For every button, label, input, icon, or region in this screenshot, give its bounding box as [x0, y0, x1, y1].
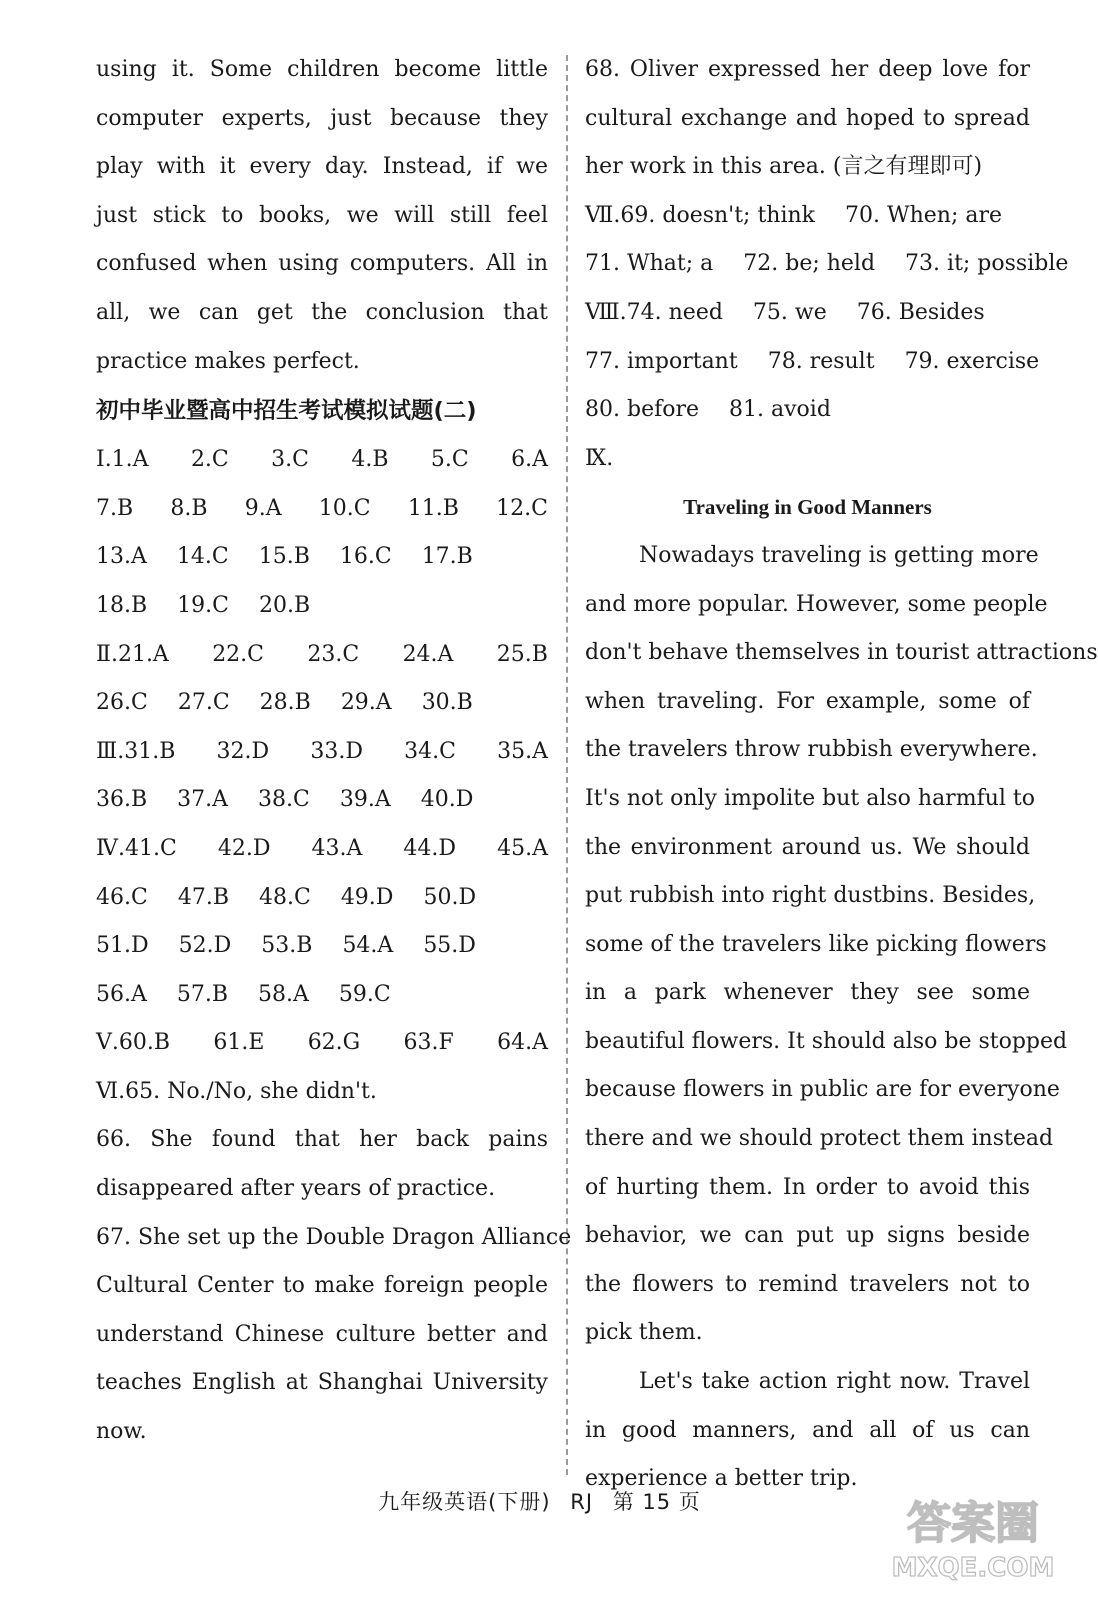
- answer-row: [96, 436, 548, 485]
- essay-title: Traveling in Good Manners: [683, 495, 932, 520]
- answer-item: 25.B: [496, 641, 548, 667]
- answer-item: 11.B: [407, 495, 459, 521]
- text-line: It's not only impolite but also harmful to: [585, 785, 1035, 811]
- answer-item: 28.B: [259, 690, 311, 716]
- answer-item: 56.A: [96, 981, 147, 1007]
- text-line: put rubbish into right dustbins. Besides,: [585, 883, 1036, 909]
- answer-item: 24.A: [402, 641, 454, 667]
- answer-item: 30.B: [421, 690, 473, 716]
- answer-item: 73. it; possible: [905, 251, 1069, 277]
- answer-item: 63.F: [403, 1030, 454, 1056]
- answer-item: 77. important: [585, 348, 738, 374]
- text-line: the environment around us. We should: [585, 834, 1030, 860]
- answer-item: 18.B: [96, 592, 148, 618]
- answer-item: 70. When; are: [845, 202, 1003, 228]
- answer-item: 10.C: [318, 495, 371, 521]
- answer-item: 12.C: [496, 495, 548, 521]
- text-line: some of the travelers like picking flowers: [585, 931, 1047, 957]
- text-line: in a park whenever they see some: [585, 980, 1030, 1006]
- answer-item: 35.A: [497, 738, 548, 764]
- text-line: 68. Oliver expressed her deep love for: [585, 57, 1030, 82]
- text-line: there and we should protect them instead: [585, 1126, 1054, 1152]
- answer-68: [585, 46, 1030, 192]
- answer-row: [96, 485, 548, 534]
- answer-item: 38.C: [258, 787, 310, 813]
- answer-item: 81. avoid: [729, 397, 831, 423]
- text-line: 66. She found that her back pains: [96, 1127, 548, 1153]
- answer-item: 50.D: [423, 884, 477, 910]
- answer-item: 75. we: [752, 299, 827, 325]
- answer-item: 47.B: [177, 884, 229, 910]
- answer-66: [96, 1116, 548, 1213]
- text-line: the flowers to remind travelers not to: [585, 1271, 1030, 1297]
- answer-key-choices: [96, 436, 548, 1068]
- answer-item: 23.C: [307, 641, 360, 667]
- answer-item: 55.D: [423, 933, 476, 959]
- text-line: using it. Some children become little: [96, 57, 548, 82]
- text-line: understand Chinese culture better and: [96, 1321, 548, 1347]
- answer-item: 37.A: [177, 787, 229, 813]
- answer-row: [585, 338, 1040, 387]
- text-line: now.: [96, 1419, 147, 1445]
- answer-item: 61.E: [213, 1030, 265, 1056]
- answer-item: 79. exercise: [904, 348, 1040, 374]
- answer-row: [96, 1019, 548, 1068]
- left-column: [96, 46, 572, 1457]
- text-line: 67. She set up the Double Dragon Alliance: [96, 1224, 572, 1250]
- answer-item: 71. What; a: [585, 251, 714, 277]
- essay-paragraph-2: [585, 1358, 1030, 1504]
- text-line: Cultural Center to make foreign people: [96, 1273, 548, 1299]
- answer-item: 20.B: [258, 592, 311, 618]
- answer-item: 33.D: [310, 738, 363, 764]
- answer-item: 3.C: [271, 447, 309, 473]
- text-line: Nowadays traveling is getting more: [639, 542, 1039, 568]
- answer-item: Ⅳ.41.C: [96, 835, 177, 861]
- text-line: pick them.: [585, 1320, 703, 1346]
- answer-row: [585, 240, 1069, 289]
- answer-row: [96, 776, 548, 825]
- answer-item: 43.A: [311, 835, 363, 861]
- answer-item: 22.C: [212, 641, 265, 667]
- answer-item: 52.D: [178, 933, 232, 959]
- answer-key-fill: [585, 192, 1069, 435]
- answer-row: [96, 825, 548, 874]
- text-line: cultural exchange and hoped to spread: [585, 105, 1030, 131]
- answer-item: 2.C: [190, 447, 229, 473]
- text-line: all, we can get the conclusion that: [96, 299, 548, 325]
- text-line: of hurting them. In order to avoid this: [585, 1174, 1030, 1200]
- text-line: disappeared after years of practice.: [96, 1176, 496, 1202]
- answer-item: 45.A: [497, 835, 548, 861]
- answer-item: 34.C: [404, 738, 456, 764]
- answer-item: 40.D: [420, 787, 474, 813]
- text-line: don't behave themselves in tourist attractions: [585, 640, 1098, 666]
- answer-item: 80. before: [585, 397, 700, 423]
- answer-item: 44.D: [403, 835, 457, 861]
- text-line: computer experts, just because they: [96, 105, 548, 131]
- right-column: [585, 46, 1098, 1504]
- answer-item: 8.B: [170, 495, 208, 521]
- answer-item: 54.A: [342, 933, 394, 959]
- answer-item: 16.C: [339, 544, 392, 570]
- answer-65: Ⅵ.65. No./No, she didn't.: [96, 1078, 377, 1104]
- answer-item: 48.C: [258, 884, 311, 910]
- text-line: when traveling. For example, some of: [585, 688, 1030, 714]
- text-line: because flowers in public are for everyone: [585, 1077, 1060, 1103]
- answer-item: Ⅱ.21.A: [96, 641, 169, 667]
- answer-item: 49.D: [340, 884, 394, 910]
- footer-page: 第 15 页: [612, 1490, 701, 1514]
- answer-row: [96, 874, 548, 923]
- answer-item: 51.D: [96, 933, 149, 959]
- answer-item: 14.C: [176, 544, 229, 570]
- essay-ending: [96, 46, 548, 386]
- answer-item: 19.C: [177, 592, 229, 618]
- watermark-logo: [883, 1486, 1063, 1586]
- text-line: experience a better trip.: [585, 1466, 858, 1492]
- svg-text:MXQE.COM: MXQE.COM: [891, 1553, 1055, 1583]
- answer-item: 57.B: [176, 981, 229, 1007]
- column-divider: [566, 55, 568, 1475]
- text-line: the travelers throw rubbish everywhere.: [585, 737, 1038, 763]
- answer-item: 9.A: [244, 495, 282, 521]
- exam-heading: 初中毕业暨高中招生考试模拟试题(二): [96, 398, 477, 425]
- text-line: teaches English at Shanghai University: [96, 1370, 548, 1396]
- answer-item: 36.B: [96, 787, 148, 813]
- text-line: beautiful flowers. It should also be stopped: [585, 1028, 1068, 1054]
- answer-row: [585, 192, 1030, 241]
- answer-item: 58.A: [258, 981, 309, 1007]
- footer-book: 九年级英语(下册): [378, 1490, 551, 1514]
- answer-item: 27.C: [177, 690, 230, 716]
- text-line: confused when using computers. All in: [96, 251, 548, 277]
- answer-item: 46.C: [96, 884, 148, 910]
- answer-item: 76. Besides: [856, 299, 985, 325]
- svg-text:答案圈: 答案圈: [907, 1498, 1039, 1549]
- answer-67: [96, 1214, 572, 1457]
- answer-row: [585, 289, 1030, 338]
- answer-item: 62.G: [307, 1030, 361, 1056]
- answer-item: 4.B: [351, 447, 389, 473]
- text-line: behavior, we can put up signs beside: [585, 1223, 1030, 1249]
- answer-item: 26.C: [96, 690, 148, 716]
- answer-row: [96, 631, 548, 680]
- text-line: practice makes perfect.: [96, 348, 360, 374]
- answer-item: Ⅶ.69. doesn't; think: [585, 202, 816, 228]
- answer-item: Ⅲ.31.B: [96, 738, 176, 764]
- answer-row: [96, 533, 548, 582]
- answer-item: Ⅷ.74. need: [585, 299, 723, 325]
- text-line: in good manners, and all of us can: [585, 1417, 1030, 1443]
- answer-item: 29.A: [340, 690, 392, 716]
- answer-item: Ⅴ.60.B: [96, 1030, 171, 1056]
- answer-row: [96, 728, 548, 777]
- text-line: and more popular. However, some people: [585, 591, 1048, 617]
- answer-item: 32.D: [216, 738, 270, 764]
- answer-item: 6.A: [511, 447, 548, 473]
- text-line: her work in this area. (言之有理即可): [585, 154, 983, 180]
- answer-row: [96, 971, 548, 1020]
- answer-item: 59.C: [338, 981, 391, 1007]
- text-line: Let's take action right now. Travel: [639, 1369, 1030, 1395]
- answer-item: 13.A: [96, 544, 147, 570]
- answer-row: [96, 582, 548, 631]
- answer-row: [96, 679, 548, 728]
- text-line: play with it every day. Instead, if we: [96, 154, 548, 180]
- text-line: just stick to books, we will still feel: [96, 202, 548, 228]
- answer-item: 15.B: [258, 544, 310, 570]
- answer-item: 39.A: [339, 787, 391, 813]
- section-ix-label: Ⅸ.: [585, 445, 614, 471]
- answer-item: Ⅰ.1.A: [96, 447, 149, 473]
- answer-item: 7.B: [96, 495, 134, 521]
- answer-row: [585, 386, 1030, 435]
- answer-row: [96, 922, 548, 971]
- answer-item: 53.B: [261, 933, 313, 959]
- answer-item: 64.A: [497, 1030, 548, 1056]
- footer-edition: RJ: [570, 1490, 594, 1514]
- answer-item: 42.D: [217, 835, 271, 861]
- answer-item: 17.B: [421, 544, 473, 570]
- essay-paragraph-1: [585, 532, 1098, 1358]
- answer-item: 5.C: [430, 447, 469, 473]
- answer-item: 78. result: [767, 348, 875, 374]
- answer-item: 72. be; held: [743, 251, 876, 277]
